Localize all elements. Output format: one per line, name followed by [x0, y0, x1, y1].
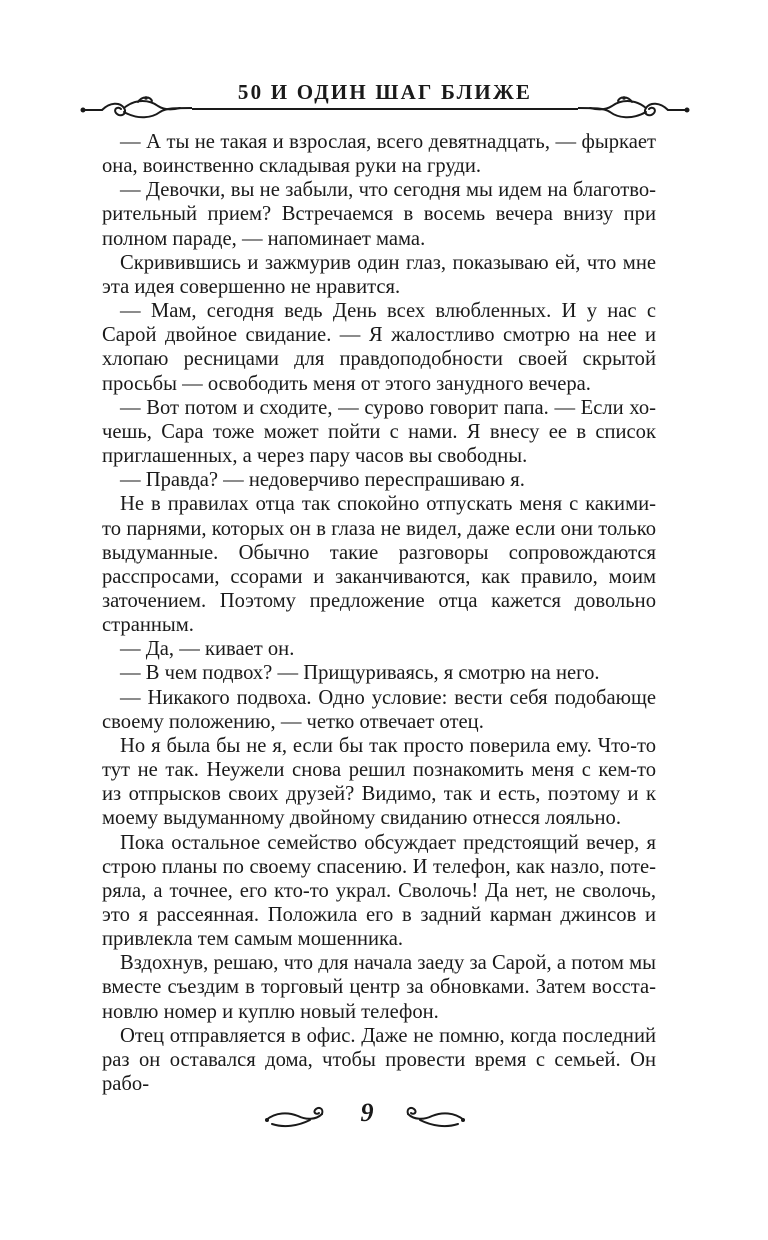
- footer-flourish-right-icon: [404, 1102, 466, 1128]
- paragraph: — Да, — кивает он.: [120, 638, 295, 661]
- paragraph: Пока остальное семейство обсуждает предстоящий вечер, я строю планы по своему спасению. И телефон, как назло, потеряла, а точнее, его кто-то украл. Сволочь! Да нет, не сволочь, это я рассеянная. Положила его в задний карман джинсов и привлекла тем самым мошенника.: [102, 831, 656, 951]
- page-footer: [0, 1098, 768, 1132]
- flourish-right-icon: [578, 94, 690, 122]
- paragraph: Вздохнув, решаю, что для начала заеду за Сарой, а потом мы вместе съездим в торговый центр за обновками. Затем восстановлю номер и куплю новый телефон.: [102, 952, 656, 1023]
- paragraph: — Никакого подвоха. Одно условие: вести себя подобающе своему положению, — четко отвечает отец.: [102, 686, 656, 733]
- paragraph: — Правда? — недоверчиво переспрашиваю я.: [120, 469, 525, 492]
- paragraph: Но я была бы не я, если бы так просто поверила ему. Что-то тут не так. Неужели снова решил познакомить меня с кем-то из отпрысков своих друзей? Видимо, так и есть, поэтому и к моему выдуманному двойному свиданию отнесся лояльно.: [102, 734, 656, 830]
- paragraph: — А ты не такая и взрослая, всего девятнадцать, — фыркает она, воинственно складывая руки на груди.: [102, 131, 656, 178]
- paragraph: — Мам, сегодня ведь День всех влюбленных. И у нас с Сарой двойное свидание. — Я жалостливо смотрю на нее и хлопаю ресницами для правдоподобности своей скрытой просьбы — освободить меня от этого занудного вечера.: [102, 300, 656, 395]
- paragraph: — В чем подвох? — Прищуриваясь, я смотрю на него.: [120, 662, 600, 685]
- page-number: 9: [360, 1098, 374, 1127]
- paragraph: — Вот потом и сходите, — сурово говорит папа. — Если хочешь, Сара тоже может пойти с нами. Я внесу ее в список приглашенных, а через пару часов вы свободны.: [102, 396, 656, 468]
- footer-flourish-left-icon: [264, 1102, 326, 1128]
- paragraph: — Девочки, вы не забыли, что сегодня мы идем на благотворительный прием? Встречаемся в восемь вечера внизу при полном параде, — напоминает мама.: [102, 179, 656, 250]
- paragraph: Скривившись и зажмурив один глаз, показываю ей, что мне эта идея совершенно не нравится.: [102, 251, 656, 298]
- header-rule: [192, 108, 578, 110]
- paragraph: Отец отправляется в офис. Даже не помню, когда последний раз он оставался дома, чтобы провести время с семьей. Он рабо-: [102, 1024, 656, 1096]
- page-body-text: [102, 130, 656, 1096]
- running-header: [80, 78, 690, 122]
- page-header-title: 50 И ОДИН ШАГ БЛИЖЕ: [237, 80, 533, 104]
- paragraph: Не в правилах отца так спокойно отпускать меня с какими-то парнями, которых он в глаза не видел, даже если они только выдуманные. Обычно такие разговоры сопровождаются расспросами, ссорами и заканчиваются, как правило, моим заточением. Поэтому предложение отца кажется довольно странным.: [102, 493, 656, 637]
